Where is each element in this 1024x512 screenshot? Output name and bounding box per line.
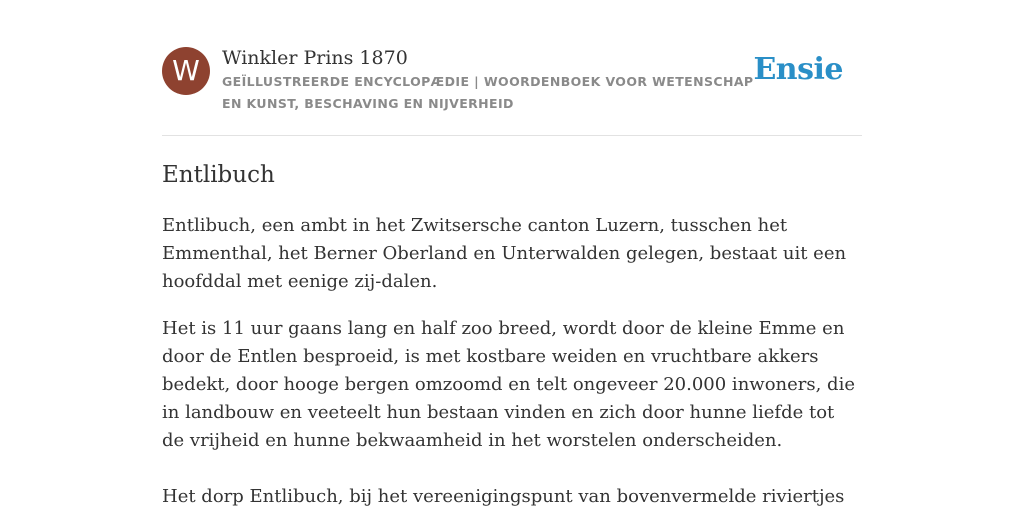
source-subtitle: GEÏLLUSTREERDE ENCYCLOPÆDIE | WOORDENBOEK VOOR WETENSCHAP EN KUNST, BESCHAVING EN NIJVERHEID xyxy=(222,74,754,111)
ensie-logo[interactable]: Ensie xyxy=(753,52,843,87)
source-title[interactable]: Winkler Prins 1870 xyxy=(222,47,408,69)
page-container xyxy=(162,0,862,511)
article-paragraph: Het dorp Entlibuch, bij het vereenigingspunt van bovenvermelde riviertjes xyxy=(162,486,845,507)
article-title: Entlibuch xyxy=(162,162,275,188)
source-avatar[interactable]: W xyxy=(162,47,210,95)
article-paragraph: Entlibuch, een ambt in het Zwitsersche canton Luzern, tusschen het Emmenthal, het Berner Oberland en Unterwalden gelegen, bestaat uit een hoofddal met eenige zij-dalen. xyxy=(162,215,847,292)
article-paragraph: Het is 11 uur gaans lang en half zoo breed, wordt door de kleine Emme en door de Entlen besproeid, is met kostbare weiden en vruchtbare akkers bedekt, door hooge bergen omzoomd en telt ongeveer 20.000 inwoners, die in landbouw en veeteelt hun bestaan vinden en zich door hunne liefde tot de vrijheid en hunne bekwaamheid in het worstelen onderscheiden. xyxy=(162,318,855,451)
source-info xyxy=(222,45,762,115)
source-header xyxy=(162,0,862,136)
